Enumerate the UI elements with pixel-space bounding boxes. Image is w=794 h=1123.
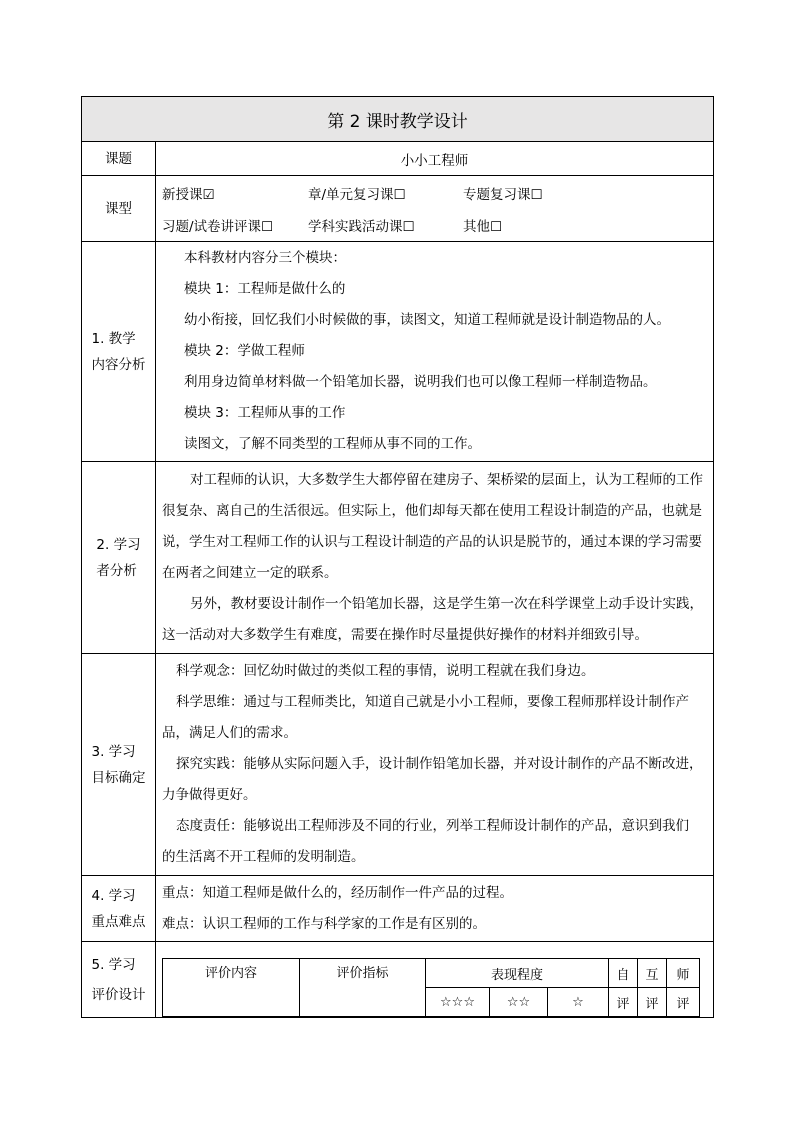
option-practice-activity[interactable]: 学科实践活动课☐ — [308, 218, 415, 235]
lesson-type-row — [156, 209, 713, 241]
header-eval-content: 评价内容 — [163, 959, 300, 1017]
label-line: 重点难点 — [91, 913, 146, 930]
content-line: 模块 1：工程师是做什么的 — [184, 281, 346, 297]
option-unit-review[interactable]: 章/单元复习课☐ — [308, 186, 406, 203]
evaluation-label — [82, 942, 156, 1018]
lesson-design-table — [81, 96, 714, 1018]
page-title: 第 2 课时教学设计 — [82, 97, 714, 142]
header-peer: 互 — [638, 959, 667, 988]
learner-paragraph: 对工程师的认识，大多数学生大都停留在建房子、架桥梁的层面上，认为工程师的工作很复杂、离自己的生活很远。但实际上，他们却每天都在使用工程设计制造的产品，也就是说，学生对工程师工作的认识与工程设计制造的产品的认识是脱节的，通过本课的学习需要在两者之间建立一定的联系。 — [162, 471, 703, 581]
stars-one: ☆ — [548, 988, 609, 1017]
difficult-point: 难点：认识工程师的工作与科学家的工作是有区别的。 — [162, 915, 486, 932]
label-line: 5. 学习 — [91, 957, 136, 973]
topic-label: 课题 — [82, 142, 156, 176]
key-points-label — [82, 876, 156, 942]
label-line: 目标确定 — [91, 769, 146, 786]
header-self-cont: 评 — [609, 988, 638, 1017]
content-line: 模块 3：工程师从事的工作 — [184, 405, 346, 421]
learner-analysis-label — [82, 462, 156, 654]
label-line: 4. 学习 — [91, 887, 136, 904]
key-points-body — [156, 876, 714, 942]
objective-science-thinking: 科学思维：通过与工程师类比，知道自己就是小小工程师，要像工程师那样设计制作产 — [176, 694, 689, 710]
content-line: 利用身边简单材料做一个铅笔加长器，说明我们也可以像工程师一样制造物品。 — [184, 374, 657, 390]
key-point: 重点：知道工程师是做什么的，经历制作一件产品的过程。 — [162, 884, 513, 901]
content-analysis-body — [156, 242, 714, 462]
objective-inquiry-practice-cont: 力争做得更好。 — [162, 787, 257, 803]
option-new-lesson[interactable]: 新授课☑ — [162, 186, 215, 203]
label-line: 内容分析 — [91, 356, 146, 373]
objective-attitude: 态度责任：能够说出工程师涉及不同的行业，列举工程师设计制作的产品，意识到我们 — [176, 818, 689, 834]
lesson-type-row — [156, 177, 713, 209]
header-self: 自 — [609, 959, 638, 988]
header-eval-indicator: 评价指标 — [300, 959, 426, 1017]
content-line: 本科教材内容分三个模块： — [184, 250, 346, 266]
evaluation-body — [156, 942, 714, 1018]
lesson-type-label: 课型 — [82, 176, 156, 242]
objective-inquiry-practice: 探究实践：能够从实际问题入手，设计制作铅笔加长器，并对设计制作的产品不断改进， — [176, 756, 703, 772]
label-line: 1. 教学 — [91, 330, 136, 347]
header-peer-cont: 评 — [638, 988, 667, 1017]
lesson-type-options — [156, 176, 714, 242]
header-teacher-cont: 评 — [667, 988, 700, 1017]
label-line: 2. 学习 — [96, 536, 141, 553]
objective-science-thinking-cont: 品，满足人们的需求。 — [162, 725, 297, 741]
option-exercise-review[interactable]: 习题/试卷讲评课☐ — [162, 218, 274, 235]
evaluation-table — [162, 958, 700, 1017]
content-line: 模块 2：学做工程师 — [184, 343, 305, 359]
header-teacher: 师 — [667, 959, 700, 988]
label-line: 评价设计 — [91, 987, 146, 1003]
learner-analysis-body — [156, 462, 714, 654]
topic-value: 小小工程师 — [156, 142, 714, 176]
option-topic-review[interactable]: 专题复习课☐ — [463, 186, 543, 203]
objectives-body — [156, 654, 714, 876]
objective-science-concept: 科学观念：回忆幼时做过的类似工程的事情，说明工程就在我们身边。 — [176, 663, 595, 679]
content-line: 读图文，了解不同类型的工程师从事不同的工作。 — [184, 436, 481, 452]
option-other[interactable]: 其他☐ — [463, 218, 503, 235]
content-analysis-label — [82, 242, 156, 462]
stars-two: ☆☆ — [490, 988, 548, 1017]
learner-paragraph: 另外，教材要设计制作一个铅笔加长器，这是学生第一次在科学课堂上动手设计实践，这一活动对大多数学生有难度，需要在操作时尽量提供好操作的材料并细致引导。 — [162, 595, 703, 643]
stars-three: ☆☆☆ — [426, 988, 490, 1017]
label-line: 3. 学习 — [91, 743, 136, 760]
objectives-label — [82, 654, 156, 876]
header-performance: 表现程度 — [426, 959, 609, 988]
content-line: 幼小衔接，回忆我们小时候做的事，读图文，知道工程师就是设计制造物品的人。 — [184, 312, 670, 328]
label-line: 者分析 — [96, 562, 137, 579]
objective-attitude-cont: 的生活离不开工程师的发明制造。 — [162, 849, 365, 865]
